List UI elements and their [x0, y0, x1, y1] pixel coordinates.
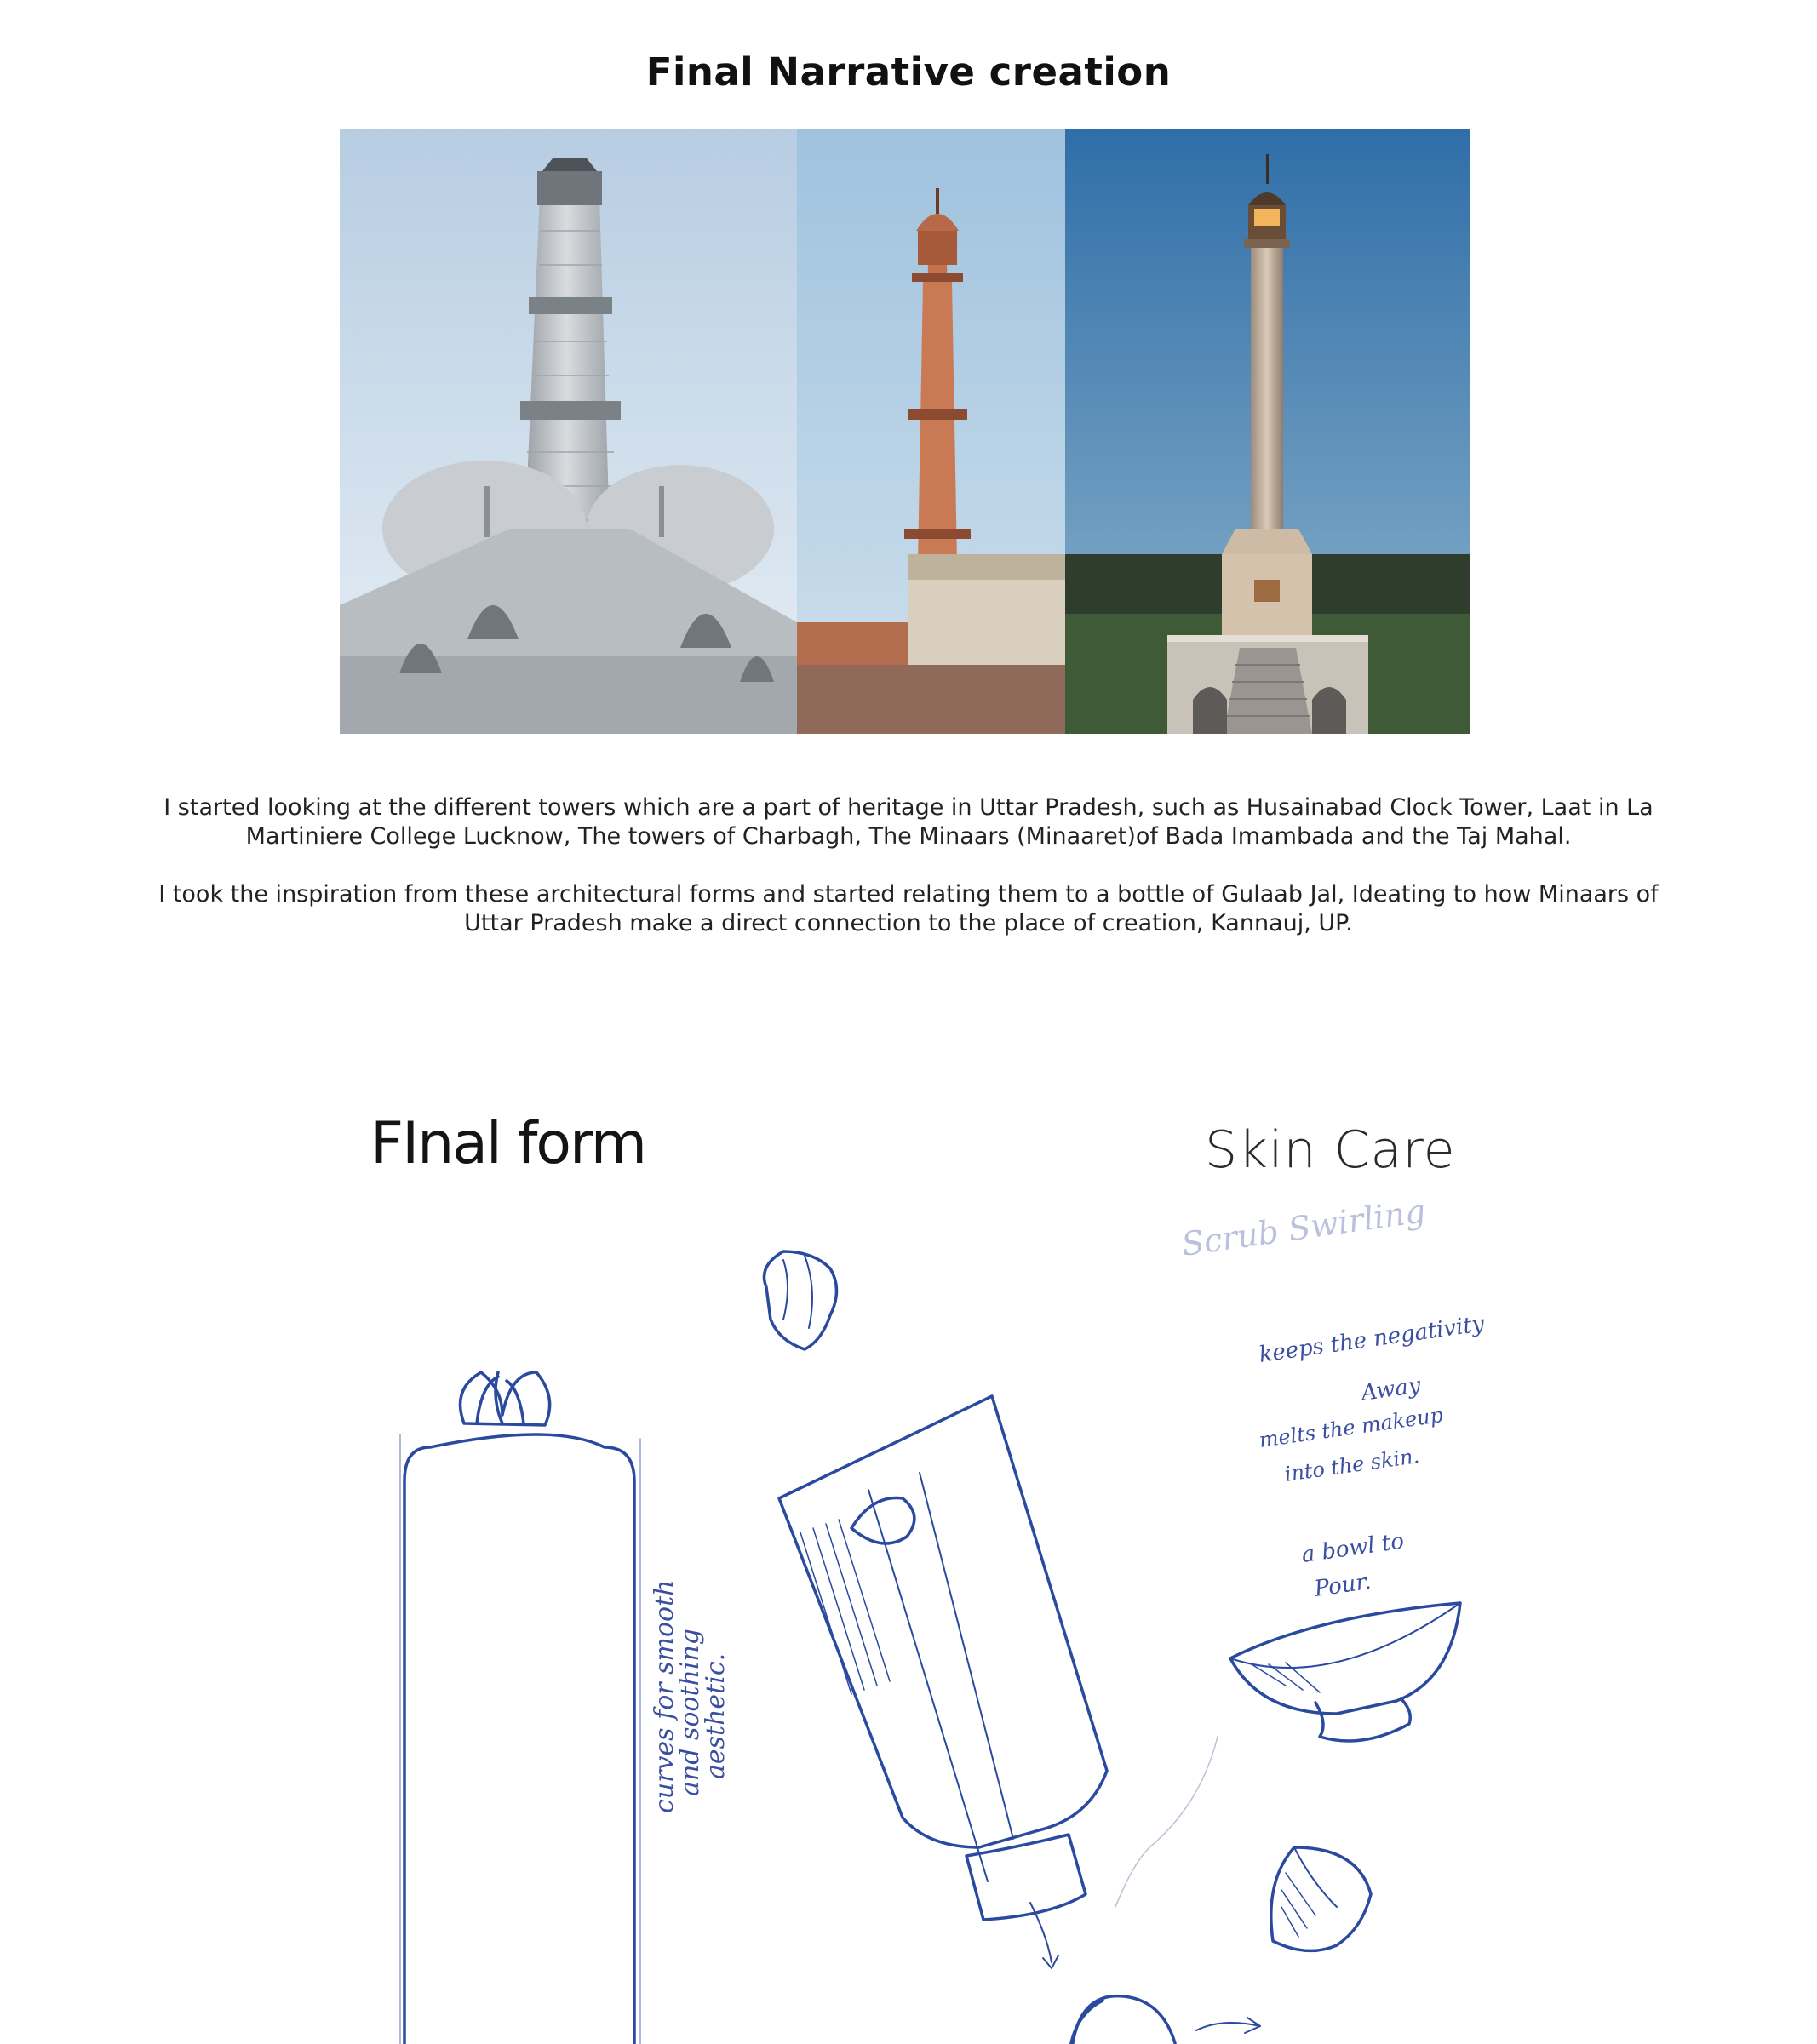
note-bowl-1: a bowl to [1299, 1528, 1406, 1568]
tilted-bottle-drawing [765, 1251, 1108, 1920]
note-melts-2: into the skin. [1282, 1444, 1421, 1486]
narrative-description [128, 793, 1689, 967]
note-curves-2: and soothing [675, 1629, 705, 1796]
handwritten-notes [650, 1192, 1486, 1813]
skin-care-subtitle: Skin Care [1205, 1120, 1456, 1180]
tower-photo-strip [340, 129, 1470, 734]
narrative-paragraph-2: I took the inspiration from these architectural forms and started relating them to a bottle of Gulaab Jal, Ideating to how Minaars of Uttar Pradesh make a direct connection to the place of creation, Kannauj, UP. [158, 881, 1659, 936]
note-curves-1: curves for smooth [650, 1579, 679, 1813]
bottle-concept-sketch [0, 1192, 1817, 2044]
note-keeps-2: Away [1359, 1372, 1423, 1406]
note-keeps-1: keeps the negativity [1257, 1311, 1487, 1368]
narrative-title: Final Narrative creation [645, 49, 1172, 94]
la-martiniere-laat-photo [1065, 129, 1470, 734]
note-top: Scrub Swirling [1179, 1192, 1428, 1263]
note-bowl-2: Pour. [1312, 1568, 1373, 1602]
final-form-title: FInal form [370, 1110, 645, 1177]
bada-imambada-minaar-photo [797, 129, 1065, 734]
bowl-drawing-2 [1271, 1847, 1371, 1950]
note-melts-1: melts the makeup [1257, 1402, 1445, 1452]
note-curves-3: aesthetic. [701, 1652, 731, 1779]
taj-mahal-minaret-photo [340, 129, 797, 734]
upright-bottle-drawing [400, 1372, 640, 2044]
narrative-paragraph-1: I started looking at the different towers which are a part of heritage in Uttar Pradesh, such as Husainabad Clock Tower, Laat in La Martiniere College Lucknow, The towers of Charbagh, The Minaars (Minaaret)of Bada Imambada and the Taj Mahal. [163, 794, 1654, 850]
bowl-drawing-1 [1230, 1603, 1460, 1741]
